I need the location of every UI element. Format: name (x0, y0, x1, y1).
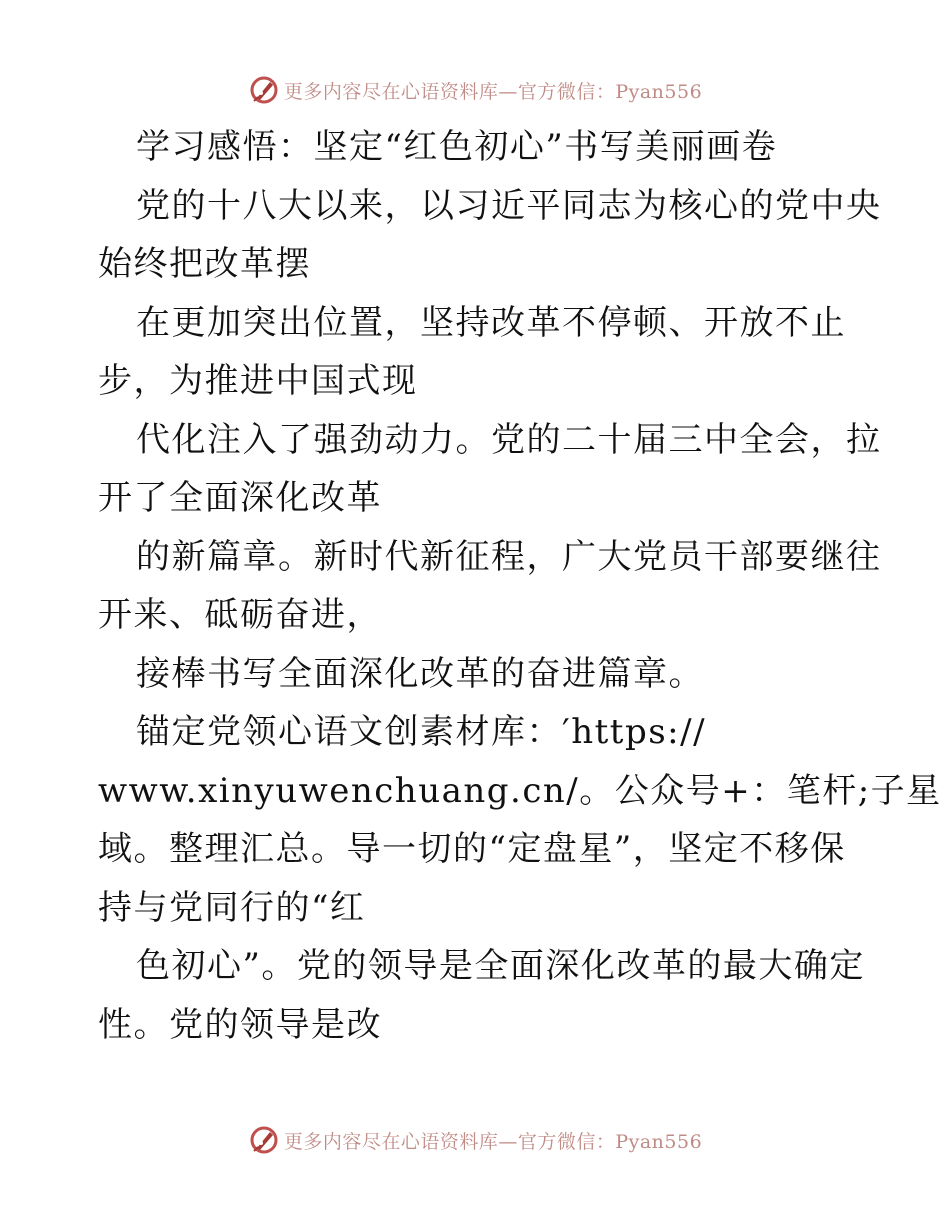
text-line: 接棒书写全面深化改革的奋进篇章。 (136, 653, 704, 694)
text-line: 学习感悟：坚定“红色初心”书写美丽画卷 (136, 127, 778, 167)
text-line: 始终把改革摆 (98, 244, 311, 284)
quill-circle-logo-icon (248, 1124, 280, 1156)
watermark-text: 更多内容尽在心语资料库—官方微信：Pyan556 (283, 1130, 703, 1153)
footer-watermark (0, 1120, 950, 1160)
text-line: 代化注入了强劲动力。党的二十届三中全会，拉 (136, 419, 882, 460)
text-line: 域。整理汇总。导一切的“定盘星”，坚定不移保 (98, 829, 846, 869)
text-line: 步，为推进中国式现 (98, 361, 418, 401)
quill-circle-logo-icon (248, 74, 280, 106)
text-line: 持与党同行的“红 (98, 887, 366, 928)
header-watermark (0, 70, 950, 110)
watermark-text: 更多内容尽在心语资料库—官方微信：Pyan556 (283, 80, 703, 103)
document-body (98, 118, 942, 1054)
text-line: 色初心”。党的领导是全面深化改革的最大确定 (136, 946, 865, 986)
text-line: 党的十八大以来，以习近平同志为核心的党中央 (136, 185, 882, 226)
text-line: www.xinyuwenchuang.cn/。公众号+：笔杆;子星 (98, 770, 942, 811)
text-line: 开了全面深化改革 (98, 478, 382, 518)
text-line: 锚定党领心语文创素材库：′https:// (136, 712, 707, 752)
text-line: 开来、砥砺奋进， (98, 595, 382, 635)
text-line: 的新篇章。新时代新征程，广大党员干部要继往 (136, 536, 882, 577)
text-line: 在更加突出位置，坚持改革不停顿、开放不止 (136, 302, 846, 343)
text-line: 性。党的领导是改 (98, 1004, 382, 1045)
